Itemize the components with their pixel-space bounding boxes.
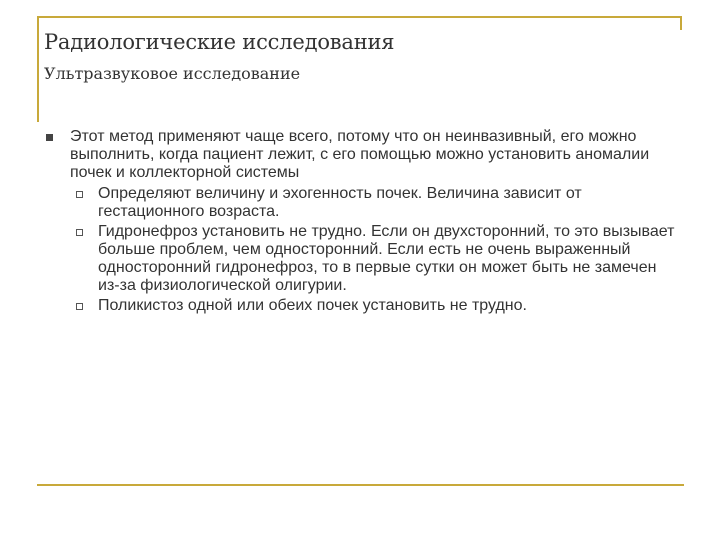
main-point-text: Этот метод применяют чаще всего, потому что он неинвазивный, его можно выполнить, когда пациент лежит, с его помощью можно установить аномалии почек и коллекторной системы (70, 128, 650, 181)
frame-right-line (680, 16, 682, 30)
filled-square-bullet-icon (46, 134, 53, 141)
sub-point-text: Определяют величину и эхогенность почек. Величина зависит от гестационного возраста. (98, 185, 582, 220)
sub-point-text: Поликистоз одной или обеих почек установить не трудно. (98, 297, 527, 314)
frame-left-line (37, 16, 39, 122)
slide-subtitle: Ультразвуковое исследование (44, 64, 301, 83)
frame-top-line (37, 16, 682, 18)
main-bullet-point (44, 128, 680, 315)
sub-bullet-list (70, 185, 680, 315)
hollow-square-bullet-icon (76, 191, 83, 198)
frame-bottom-line (37, 484, 684, 486)
sub-bullet-point (98, 185, 680, 221)
sub-bullet-point (98, 297, 680, 315)
hollow-square-bullet-icon (76, 229, 83, 236)
sub-point-text: Гидронефроз установить не трудно. Если он двухсторонний, то это вызывает больше проблем, чем односторонний. Если есть не очень выраженный односторонний гидронефроз, то в первые сутки он может быть не замечен из-за физиологической олигурии. (98, 223, 675, 294)
sub-bullet-point (98, 223, 680, 295)
slide-title: Радиологические исследования (44, 30, 395, 54)
hollow-square-bullet-icon (76, 303, 83, 310)
slide-content (44, 128, 680, 317)
